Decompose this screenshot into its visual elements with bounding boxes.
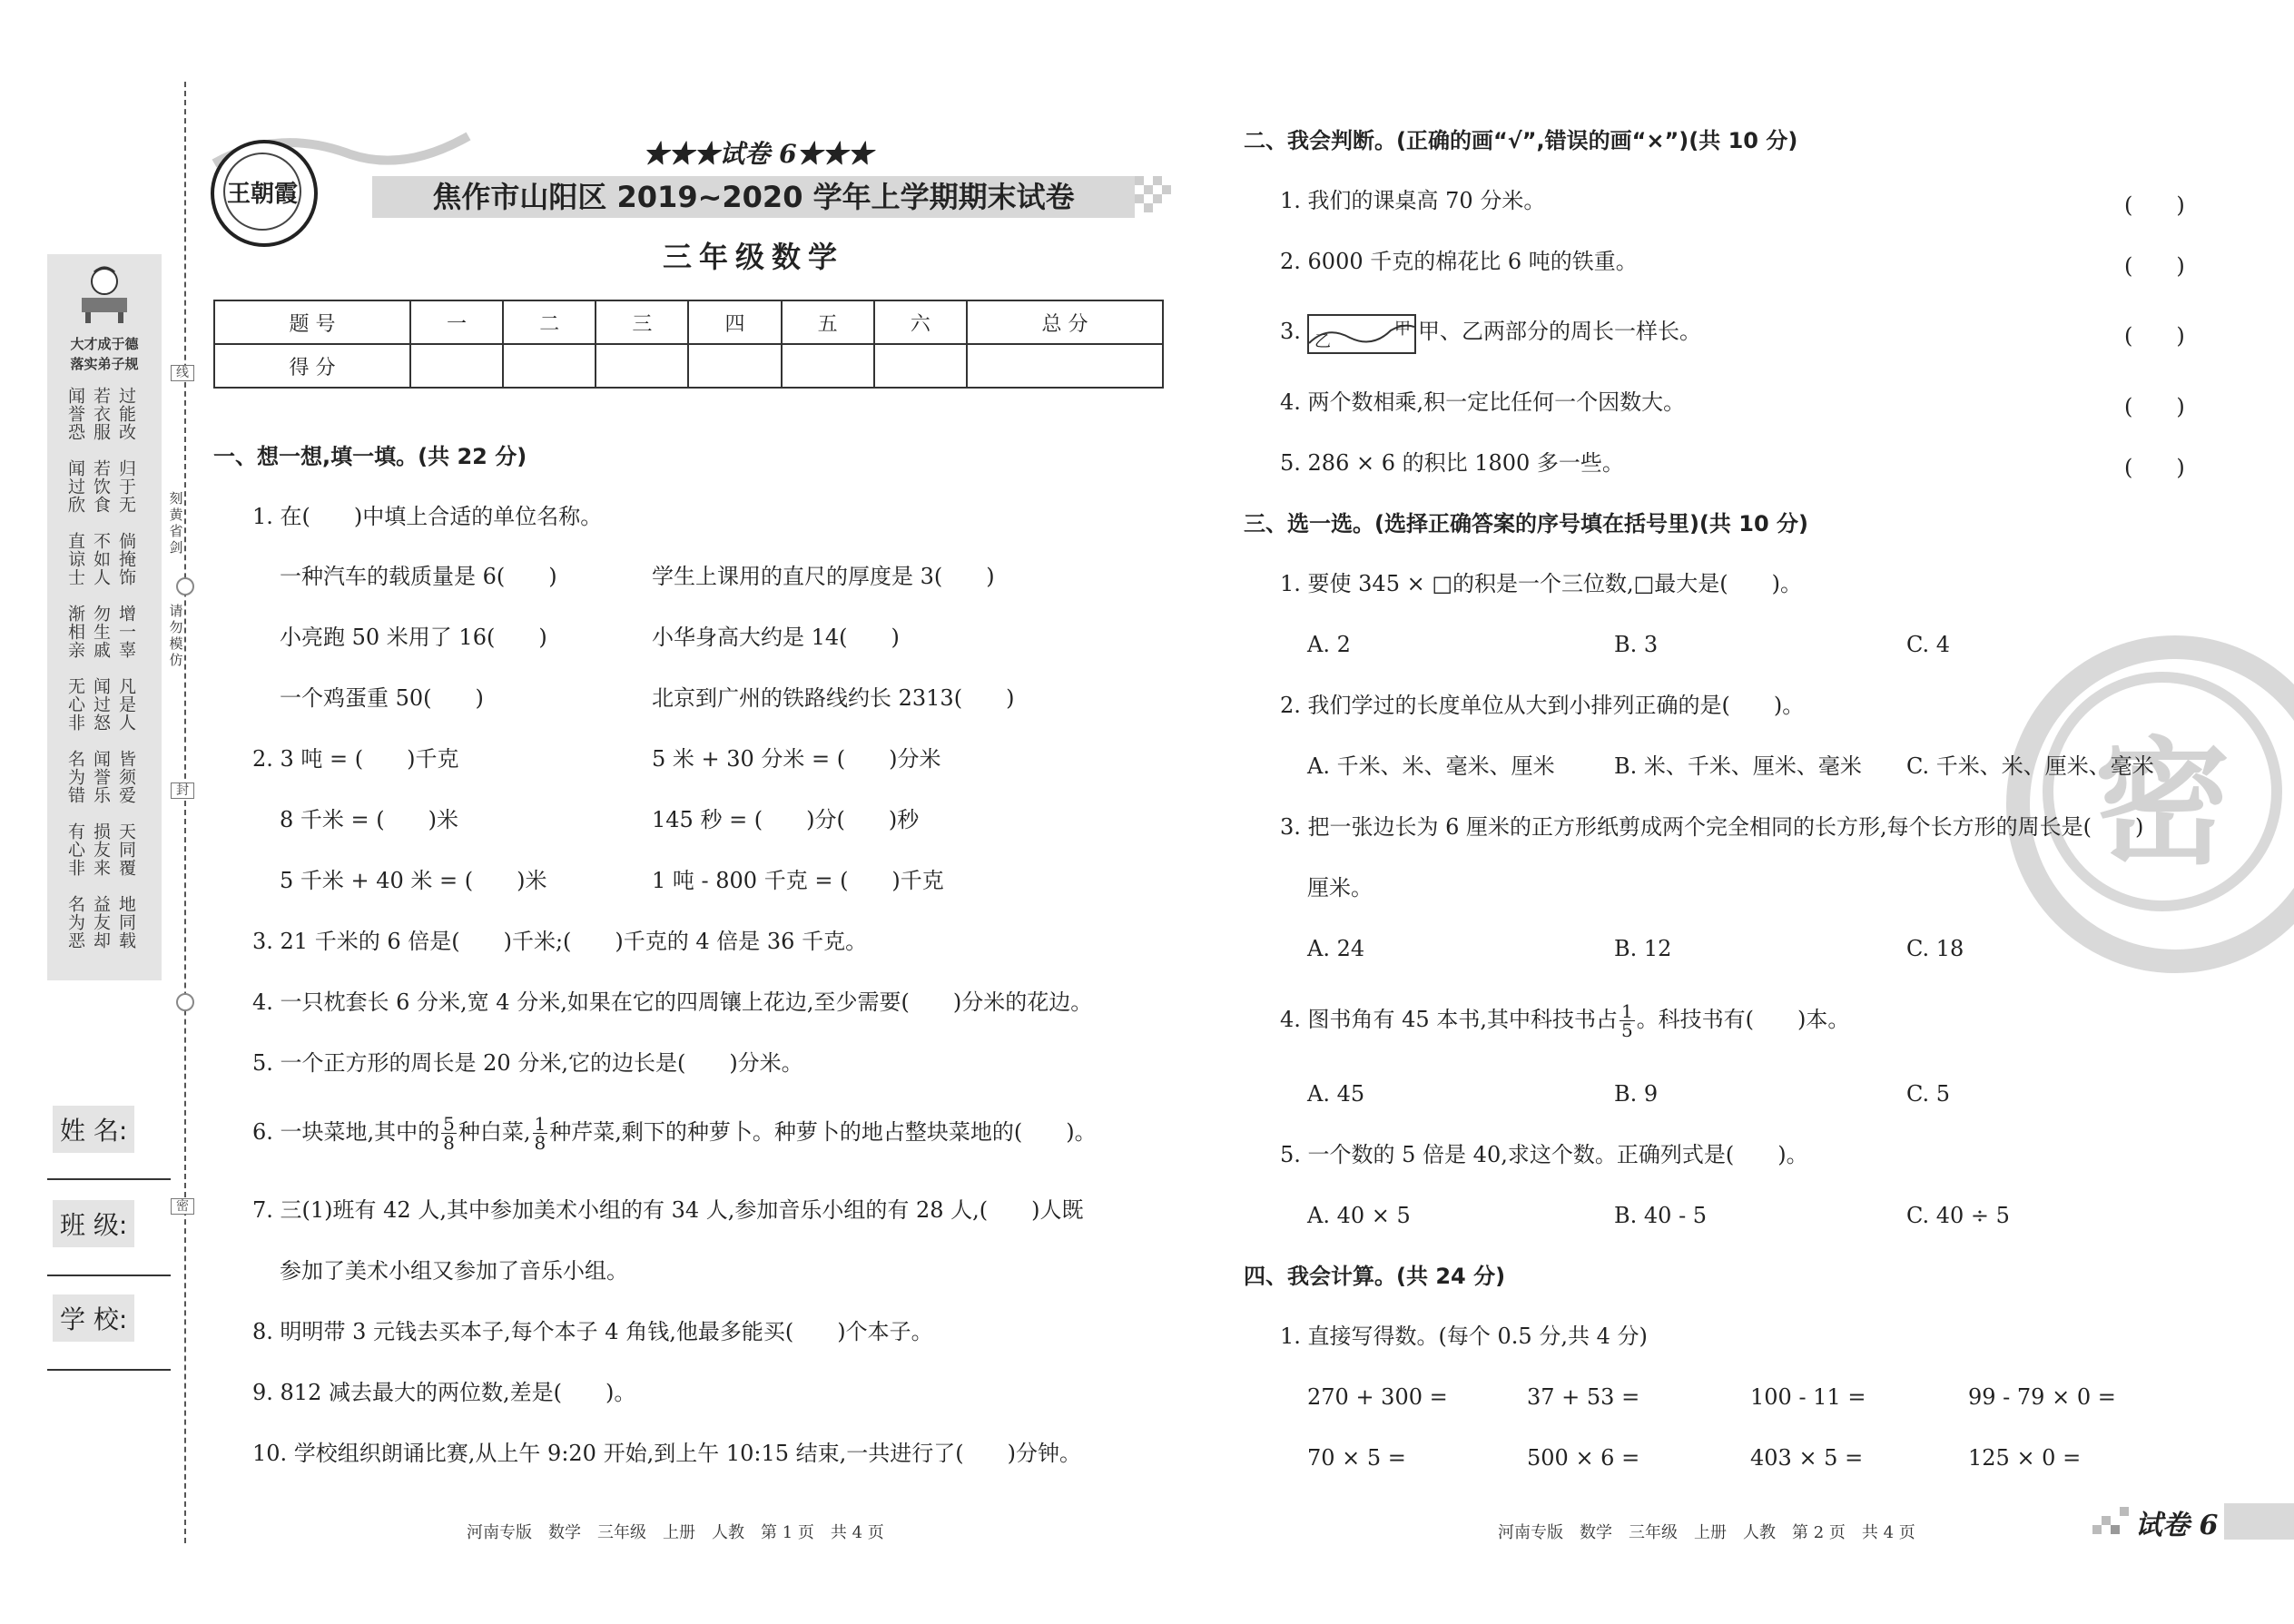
logo-text: 王朝霞 [223, 153, 301, 231]
question-item: 小华身高大约是 14( ) [652, 625, 900, 650]
judge-question: 4. 两个数相乘,积一定比任何一个因数大。 [1280, 389, 1686, 415]
choice-option: C. 5 [1906, 1081, 1951, 1107]
virtue-text: 天同覆 [116, 822, 136, 877]
choice-option: B. 米、千米、厘米、毫米 [1614, 753, 1862, 779]
virtue-text: 闻誉乐 [91, 750, 111, 804]
virtue-text: 无心非 [65, 677, 85, 732]
choice-question: 5. 一个数的 5 倍是 40,求这个数。正确列式是( )。 [1280, 1142, 1808, 1167]
judge-question: 甲、乙两部分的周长一样长。 [1418, 319, 1701, 344]
side-note: 刻黄省剑 [169, 490, 183, 556]
choice-option: B. 3 [1614, 632, 1659, 657]
question-text: 种芹菜,剩下的种萝卜。种萝卜的地占整块菜地的( )。 [549, 1119, 1097, 1145]
binding-dashed-line [184, 82, 186, 1543]
judge-question-number: 3. [1280, 319, 1301, 344]
choice-option: A. 2 [1307, 632, 1351, 657]
choice-option: C. 4 [1906, 632, 1951, 657]
seal-tag-seal: 封 [171, 782, 194, 799]
fraction [1620, 1002, 1635, 1039]
score-value-row [214, 344, 1163, 388]
region-yi-label: 乙 [1314, 332, 1331, 351]
page-footer-2: 河南专版 数学 三年级 上册 人教 第 2 页 共 4 页 [1498, 1523, 1915, 1542]
question-item: 北京到广州的铁路线约长 2313( ) [652, 685, 1015, 711]
question: 10. 学校组织朗诵比赛,从上午 9:20 开始,到上午 10:15 结束,一共进行了( )分钟。 [252, 1441, 1081, 1466]
calc-item: 125 × 0 = [1968, 1445, 2082, 1471]
virtue-text: 有心非 [65, 822, 85, 877]
choice-question: 3. 把一张边长为 6 厘米的正方形纸剪成两个完全相同的长方形,每个长方形的周长是( ) [1280, 814, 2144, 840]
checker-decoration [1135, 176, 1171, 218]
fraction-numerator: 1 [1620, 1000, 1633, 1022]
fraction-denominator: 8 [534, 1132, 546, 1154]
answer-paren[interactable]: ( ) [2124, 394, 2185, 419]
calc-item: 270 + 300 = [1307, 1384, 1448, 1410]
question-text: 6. 一块菜地,其中的 [252, 1119, 440, 1145]
score-input[interactable] [410, 344, 503, 388]
score-cell: 五 [782, 300, 874, 344]
virtue-text: 若饮食 [91, 459, 111, 514]
calc-item: 99 - 79 × 0 = [1968, 1384, 2116, 1410]
corner-paper-label: 试卷 6 [2135, 1510, 2219, 1541]
virtue-text: 损友来 [91, 822, 111, 877]
choice-option: B. 12 [1614, 936, 1672, 961]
seal-tag-line: 线 [171, 365, 194, 381]
question: 1. 在( )中填上合适的单位名称。 [252, 504, 603, 529]
calc-item: 500 × 6 = [1527, 1445, 1640, 1471]
choice-option: A. 40 × 5 [1307, 1203, 1411, 1228]
question-item: 5 米 + 30 分米 = ( )分米 [652, 746, 941, 772]
binding-hole-icon [176, 993, 194, 1011]
choice-option: A. 千米、米、毫米、厘米 [1307, 753, 1555, 779]
calc-item: 403 × 5 = [1750, 1445, 1864, 1471]
score-input[interactable] [967, 344, 1163, 388]
region-jia-label: 甲 [1394, 320, 1411, 339]
calc-item: 100 - 11 = [1750, 1384, 1866, 1410]
corner-band [2224, 1503, 2294, 1540]
question-item: 145 秒 = ( )分( )秒 [652, 807, 920, 832]
question [252, 1115, 1097, 1152]
answer-paren[interactable]: ( ) [2124, 253, 2185, 279]
score-input[interactable] [688, 344, 781, 388]
confidential-watermark: 密 [2043, 672, 2282, 911]
fraction-denominator: 8 [443, 1132, 455, 1154]
question: 8. 明明带 3 元钱去买本子,每个本子 4 角钱,他最多能买( )个本子。 [252, 1319, 933, 1344]
fraction-denominator: 5 [1620, 1019, 1633, 1041]
question-text: 4. 图书角有 45 本书,其中科技书占 [1280, 1007, 1618, 1032]
fraction [533, 1115, 548, 1152]
choice-option: A. 24 [1307, 936, 1365, 961]
side-note: 请勿模仿 [169, 603, 183, 668]
section-4-title: 四、我会计算。(共 24 分) [1244, 1264, 1506, 1289]
choice-option: C. 18 [1906, 936, 1964, 961]
checker-decoration [2092, 1507, 2136, 1534]
section-2-title: 二、我会判断。(正确的画“√”,错误的画“×”)(共 10 分) [1244, 128, 1798, 153]
section-3-title: 三、选一选。(选择正确答案的序号填在括号里)(共 10 分) [1244, 511, 1808, 536]
seal-tag-secret: 密 [171, 1198, 194, 1215]
score-cell: 得 分 [214, 344, 410, 388]
name-label: 姓 名: [53, 1106, 134, 1153]
choice-question-continued: 厘米。 [1307, 875, 1373, 901]
motto-line-1: 大才成于德 [70, 336, 139, 352]
score-header-row [214, 300, 1163, 344]
virtue-text: 倘掩饰 [116, 532, 136, 586]
virtue-text: 不如人 [91, 532, 111, 586]
question: 2. 3 吨 = ( )千克 [252, 746, 459, 772]
shape-diagram [1307, 314, 1416, 354]
scholar-boy-icon [73, 261, 136, 325]
virtue-text: 勿生戚 [91, 605, 111, 659]
virtue-text: 名为错 [65, 750, 85, 804]
school-label: 学 校: [53, 1294, 134, 1342]
score-cell: 二 [503, 300, 596, 344]
exam-subtitle: 三年级数学 [662, 240, 844, 274]
judge-question: 2. 6000 千克的棉花比 6 吨的铁重。 [1280, 249, 1638, 274]
virtue-text: 闻誉恐 [65, 387, 85, 441]
choice-question [1280, 1002, 1849, 1039]
virtue-text: 凡是人 [116, 677, 136, 732]
virtue-text: 皆须爱 [116, 750, 136, 804]
exam-title: 焦作市山阳区 2019~2020 学年上学期期末试卷 [432, 180, 1075, 214]
score-cell: 一 [410, 300, 503, 344]
score-cell: 三 [596, 300, 688, 344]
motto-line-2: 落实弟子规 [70, 356, 139, 372]
question: 4. 一只枕套长 6 分米,宽 4 分米,如果在它的四周镶上花边,至少需要( )分米的花边。 [252, 989, 1093, 1015]
name-field-line[interactable] [47, 1178, 171, 1180]
question-text: 。科技书有( )本。 [1636, 1007, 1850, 1032]
virtue-text: 名为恶 [65, 895, 85, 950]
virtue-text: 若衣服 [91, 387, 111, 441]
score-input[interactable] [782, 344, 874, 388]
paper-number: ★★★试卷 6★★★ [643, 139, 873, 169]
question-item: 学生上课用的直尺的厚度是 3( ) [652, 564, 995, 589]
question-item: 一种汽车的载质量是 6( ) [280, 564, 557, 589]
section-1-title: 一、想一想,填一填。(共 22 分) [213, 444, 527, 469]
choice-question: 1. 要使 345 × □的积是一个三位数,□最大是( )。 [1280, 571, 1803, 596]
choice-option: C. 千米、米、厘米、毫米 [1906, 753, 2154, 779]
fraction-numerator: 5 [443, 1113, 455, 1135]
answer-paren[interactable]: ( ) [2124, 323, 2185, 349]
virtue-text: 过能改 [116, 387, 136, 441]
score-cell: 总 分 [967, 300, 1163, 344]
virtue-text: 地同载 [116, 895, 136, 950]
virtue-text: 益友却 [91, 895, 111, 950]
binding-hole-icon [176, 577, 194, 595]
judge-question: 5. 286 × 6 的积比 1800 多一些。 [1280, 450, 1624, 476]
class-label: 班 级: [53, 1200, 134, 1247]
virtue-text: 增一辜 [116, 605, 136, 659]
score-input[interactable] [874, 344, 967, 388]
question-item: 1 吨 - 800 千克 = ( )千克 [652, 868, 944, 893]
question-item: 8 千米 = ( )米 [280, 807, 458, 832]
school-field-line[interactable] [47, 1369, 171, 1371]
answer-paren[interactable]: ( ) [2124, 455, 2185, 480]
answer-paren[interactable]: ( ) [2124, 192, 2185, 218]
virtue-text: 渐相亲 [65, 605, 85, 659]
question-item: 一个鸡蛋重 50( ) [280, 685, 484, 711]
choice-option: B. 40 - 5 [1614, 1203, 1708, 1228]
question: 7. 三(1)班有 42 人,其中参加美术小组的有 34 人,参加音乐小组的有 28 人,( )人既 [252, 1197, 1084, 1223]
choice-option: B. 9 [1614, 1081, 1659, 1107]
score-input[interactable] [503, 344, 596, 388]
fraction-numerator: 1 [534, 1113, 546, 1135]
score-table [213, 300, 1164, 389]
score-cell: 四 [688, 300, 781, 344]
question-item: 小亮跑 50 米用了 16( ) [280, 625, 547, 650]
score-input[interactable] [596, 344, 688, 388]
fraction [441, 1115, 457, 1152]
class-field-line[interactable] [47, 1275, 171, 1276]
choice-option: C. 40 ÷ 5 [1906, 1203, 2010, 1228]
virtue-text: 直谅士 [65, 532, 85, 586]
score-cell: 题 号 [214, 300, 410, 344]
question: 9. 812 减去最大的两位数,差是( )。 [252, 1380, 636, 1405]
page-footer-1: 河南专版 数学 三年级 上册 人教 第 1 页 共 4 页 [467, 1523, 884, 1542]
virtue-text: 闻过欣 [65, 459, 85, 514]
calc-item: 70 × 5 = [1307, 1445, 1406, 1471]
virtue-text: 闻过怒 [91, 677, 111, 732]
calc-item: 37 + 53 = [1527, 1384, 1640, 1410]
question-text: 种白菜, [458, 1119, 531, 1145]
choice-question: 2. 我们学过的长度单位从大到小排列正确的是( )。 [1280, 693, 1805, 718]
virtue-text: 归于无 [116, 459, 136, 514]
question-continued: 参加了美术小组又参加了音乐小组。 [280, 1258, 628, 1284]
question: 5. 一个正方形的周长是 20 分米,它的边长是( )分米。 [252, 1050, 803, 1076]
judge-question: 1. 我们的课桌高 70 分米。 [1280, 188, 1546, 213]
score-cell: 六 [874, 300, 967, 344]
question-item: 5 千米 + 40 米 = ( )米 [280, 868, 547, 893]
question: 3. 21 千米的 6 倍是( )千米;( )千克的 4 倍是 36 千克。 [252, 929, 868, 954]
choice-option: A. 45 [1307, 1081, 1365, 1107]
brand-logo [211, 140, 318, 247]
calc-instruction: 1. 直接写得数。(每个 0.5 分,共 4 分) [1280, 1324, 1648, 1349]
